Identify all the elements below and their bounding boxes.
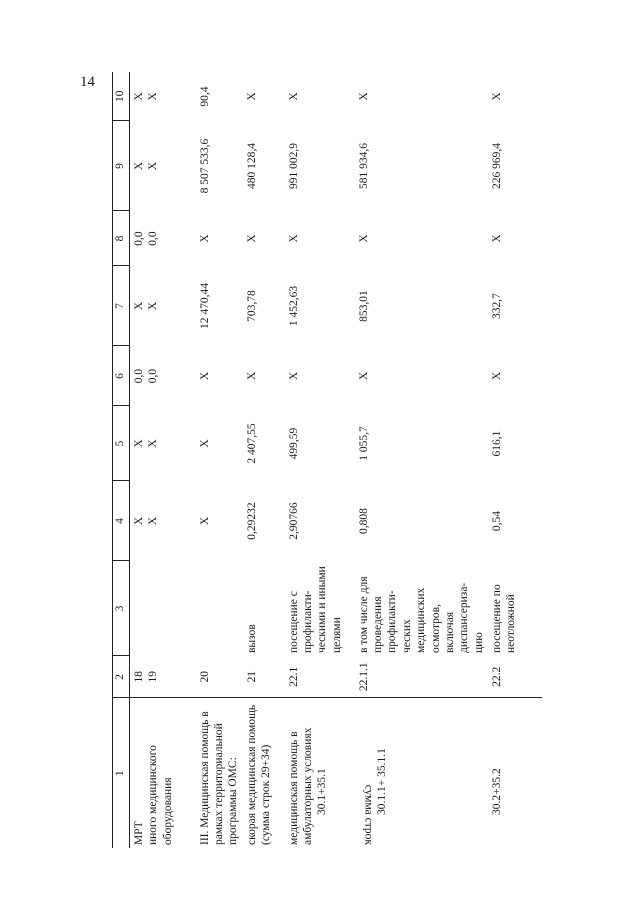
- table-cell-col-2: [196, 656, 243, 698]
- table-cell-col-10: [130, 72, 196, 121]
- data-table: [112, 72, 542, 848]
- cell-text: скорая медицинская помощь (сумма строк 29+34): [245, 704, 272, 845]
- row-formula: 30.2+35.2: [491, 768, 503, 815]
- table-cell-col-9: [488, 121, 542, 211]
- cell-text: Х: [133, 92, 145, 101]
- sum-note: сумма строк: [362, 784, 374, 845]
- table-cell-col-2: [243, 656, 285, 698]
- cell-text: 853,01: [357, 290, 370, 322]
- table-row: [130, 72, 196, 848]
- cell-text: 0,0: [133, 368, 145, 384]
- table-cell-col-7: [488, 266, 542, 346]
- table-cell-col-1: [196, 698, 243, 848]
- row-formula: 30.1+35.1: [316, 768, 329, 815]
- cell-text: 2,90766: [287, 502, 300, 540]
- cell-text: МРТ: [133, 821, 145, 845]
- table-cell-col-7: [243, 266, 285, 346]
- cell-text: Х: [133, 301, 145, 311]
- table-cell-col-4: [285, 481, 355, 561]
- cell-text: Х: [491, 371, 503, 381]
- page-number: 14: [80, 74, 95, 90]
- cell-text: Х: [133, 516, 145, 526]
- table-cell-col-5: [243, 406, 285, 481]
- column-number: 10: [113, 72, 130, 121]
- table-cell-col-10: [196, 72, 243, 121]
- cell-text: 991 002,9: [287, 143, 300, 189]
- table-cell-col-4: [196, 481, 243, 561]
- table-cell-col-1: [130, 698, 196, 848]
- cell-text: 616,1: [491, 430, 503, 457]
- table-cell-col-5: [130, 406, 196, 481]
- table-cell-col-1: [285, 698, 355, 848]
- row-formula: 30.1.1+ 35.1.1: [376, 748, 388, 815]
- table-body: [130, 72, 543, 848]
- cell-text: Х: [357, 234, 370, 243]
- table-cell-col-10: [285, 72, 355, 121]
- table-cell-col-8: [196, 211, 243, 266]
- table-row: [243, 72, 285, 848]
- table-cell-col-10: [488, 72, 542, 121]
- column-number: 9: [113, 121, 130, 211]
- cell-text: иного медицинского: [147, 745, 160, 845]
- cell-text: Х: [287, 234, 300, 243]
- cell-text: оборудования: [161, 777, 174, 845]
- cell-text: Х: [357, 371, 370, 381]
- cell-text: 0,808: [357, 508, 370, 534]
- table-cell-col-3: [285, 561, 355, 656]
- table-cell-col-7: [130, 266, 196, 346]
- column-number: 1: [113, 698, 130, 848]
- table-cell-col-9: [196, 121, 243, 211]
- table-cell-col-1: [243, 698, 285, 848]
- table-cell-col-7: [285, 266, 355, 346]
- table-cell-col-2: [355, 656, 488, 698]
- table-row: [196, 72, 243, 848]
- cell-text: 19: [147, 671, 160, 683]
- table-cell-col-8: [355, 211, 488, 266]
- table-cell-col-4: [355, 481, 488, 561]
- cell-text: 0,54: [491, 510, 503, 532]
- table-cell-col-7: [196, 266, 243, 346]
- table-cell-col-10: [355, 72, 488, 121]
- table-cell-col-1: [488, 698, 542, 848]
- cell-text: 21: [245, 671, 258, 683]
- table-cell-col-6: [285, 346, 355, 406]
- cell-text: Х: [245, 371, 258, 381]
- column-number: 7: [113, 266, 130, 346]
- table-cell-col-5: [355, 406, 488, 481]
- cell-text: 1 055,7: [357, 426, 370, 461]
- table-cell-col-2: [130, 656, 196, 698]
- table-cell-col-6: [130, 346, 196, 406]
- table-cell-col-8: [130, 211, 196, 266]
- table-row: [488, 72, 542, 848]
- table-cell-col-5: [488, 406, 542, 481]
- cell-text: Х: [147, 439, 160, 448]
- cell-text: 22.1: [287, 666, 300, 687]
- table-cell-col-9: [285, 121, 355, 211]
- cell-text: 0,0: [133, 231, 145, 246]
- column-number: 5: [113, 406, 130, 481]
- cell-text: 2 407,55: [245, 423, 258, 464]
- cell-text: 20: [198, 671, 211, 683]
- table-cell-col-10: [243, 72, 285, 121]
- cell-text: 8 507 533,6: [198, 138, 211, 194]
- cell-text: 0,0: [147, 368, 160, 384]
- cell-text: Х: [198, 234, 211, 243]
- cell-text: в том числе для проведения профилакти-ческих медицинских осмотров, включая диспансериза-цию: [357, 576, 485, 653]
- table-cell-col-5: [196, 406, 243, 481]
- cell-text: Х: [287, 92, 300, 101]
- cell-text: Х: [357, 92, 370, 101]
- cell-text: 480 128,4: [245, 143, 258, 189]
- cell-text: 0,29232: [245, 502, 258, 540]
- table-cell-col-2: [488, 656, 542, 698]
- table-cell-col-8: [243, 211, 285, 266]
- cell-text: 22.2: [491, 666, 503, 687]
- cell-text: 226 969,4: [491, 143, 503, 189]
- rotated-table-container: [112, 72, 518, 848]
- table-cell-col-3: [488, 561, 542, 656]
- column-number: 4: [113, 481, 130, 561]
- table-cell-col-6: [355, 346, 488, 406]
- table-cell-col-8: [285, 211, 355, 266]
- cell-text: III. Медицинская помощь в рамках территориальной программы ОМС:: [198, 711, 240, 845]
- cell-text: 0,0: [147, 231, 160, 246]
- table-cell-col-6: [196, 346, 243, 406]
- table-row: [285, 72, 355, 848]
- table-cell-col-4: [243, 481, 285, 561]
- column-number-row: [113, 72, 130, 848]
- cell-text: 703,78: [245, 290, 258, 322]
- table-cell-col-4: [130, 481, 196, 561]
- table-cell-col-9: [243, 121, 285, 211]
- table-cell-col-3: [355, 561, 488, 656]
- table-cell-col-6: [243, 346, 285, 406]
- cell-text: 18: [133, 671, 145, 683]
- column-number: 6: [113, 346, 130, 406]
- column-number: 2: [113, 656, 130, 698]
- table-cell-col-5: [285, 406, 355, 481]
- cell-text: Х: [147, 161, 160, 171]
- cell-text: Х: [491, 92, 503, 101]
- cell-text: Х: [491, 234, 503, 243]
- cell-text: Х: [147, 516, 160, 526]
- cell-text: 90,4: [198, 86, 211, 107]
- cell-text: посещение по неотложной: [491, 584, 518, 653]
- cell-text: Х: [245, 234, 258, 243]
- table-cell-col-3: [130, 561, 196, 656]
- table-cell-col-8: [488, 211, 542, 266]
- table-cell-col-4: [488, 481, 542, 561]
- cell-text: Х: [133, 439, 145, 448]
- cell-text: Х: [198, 516, 211, 526]
- cell-text: Х: [198, 439, 211, 448]
- table-cell-col-7: [355, 266, 488, 346]
- cell-text: Х: [147, 301, 160, 311]
- cell-text: 12 470,44: [198, 283, 211, 329]
- cell-text: 499,59: [287, 427, 300, 460]
- cell-text: Х: [133, 161, 145, 171]
- table-row: [355, 72, 488, 848]
- cell-text: 1 452,63: [287, 285, 300, 327]
- column-number: 3: [113, 561, 130, 656]
- table-cell-col-3: [196, 561, 243, 656]
- table-cell-col-9: [355, 121, 488, 211]
- column-number: 8: [113, 211, 130, 266]
- cell-text: медицинская помощь в амбулаторных условиях: [287, 727, 314, 845]
- cell-text: вызов: [245, 624, 258, 653]
- cell-text: посещение с профилакти-ческими и иными целями: [287, 566, 343, 653]
- table-cell-col-9: [130, 121, 196, 211]
- cell-text: Х: [287, 371, 300, 381]
- cell-text: Х: [198, 371, 211, 381]
- table-cell-col-6: [488, 346, 542, 406]
- cell-text: 22.1.1: [357, 662, 370, 692]
- table-cell-col-3: [243, 561, 285, 656]
- cell-text: 581 934,6: [357, 143, 370, 189]
- table-cell-col-1: [355, 698, 488, 848]
- table-cell-col-2: [285, 656, 355, 698]
- cell-text: Х: [245, 92, 258, 101]
- cell-text: Х: [147, 92, 160, 101]
- cell-text: 332,7: [491, 293, 503, 319]
